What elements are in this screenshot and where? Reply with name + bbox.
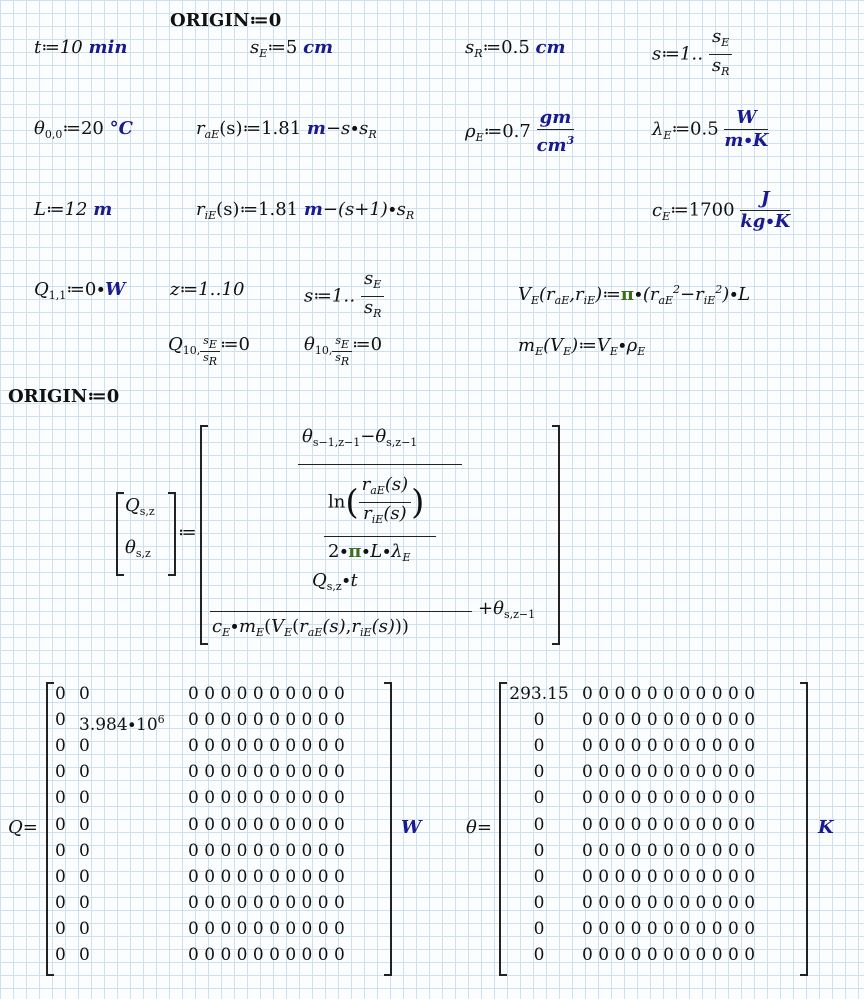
mE-name: m: [518, 335, 536, 356]
Q-cell-rest: 0 0 0 0 0 0 0 0 0 0: [188, 840, 345, 861]
theta-matrix-right-bracket: [800, 682, 808, 976]
cE-expression: ≔1700: [670, 199, 735, 221]
mE-definition: $m_E(V_E)≔V_E\cdot\rho_E$: [518, 335, 646, 358]
Q-cell-col1: 0: [79, 840, 90, 861]
Q-cell-col1: 0: [79, 762, 90, 783]
origin-statement-2: ORIGIN≔0: [8, 386, 120, 407]
s-range-2: s≔1‥ $\frac{s_E}{s_R}$: [304, 268, 384, 325]
L-expression: L≔12: [34, 199, 88, 220]
rhoE-unit-den: cm: [536, 135, 567, 156]
theta-cell-col0: 0: [533, 814, 545, 835]
cE-definition: $c_E≔1700$ $\frac{J}{kg\cdot K}$: [652, 188, 791, 232]
Q-matrix-unit: W: [401, 817, 422, 838]
riE-definition: $r_{iE}(s)≔1.81$ $m-(s+1)\cdot s_R$: [196, 199, 415, 222]
Q-cell-col0: 0: [55, 840, 66, 861]
theta-initial-unit: °C: [109, 118, 133, 139]
assign-operator: ≔: [178, 522, 197, 543]
Q-cell-exponent: 6: [157, 713, 165, 727]
Q11-unit: W: [105, 279, 126, 300]
capacity-denominator: $c_E\cdot m_E(V_E(r_{aE}(s),r_{iE}(s)))$: [212, 616, 409, 639]
Q-cell-col1: 0: [79, 866, 90, 887]
Q-cell-rest: 0 0 0 0 0 0 0 0 0 0: [188, 684, 345, 704]
Q-cell-col1: 0: [79, 684, 90, 704]
Q-cell-rest: 0 0 0 0 0 0 0 0 0 0: [188, 918, 345, 939]
sR-unit: cm: [535, 37, 566, 58]
formula-right-bracket: [552, 425, 560, 645]
Q-cell-rest: 0 0 0 0 0 0 0 0 0 0: [188, 945, 345, 965]
raE-definition: $r_{aE}(s)≔1.81$ $m-s\cdot s_R$: [196, 118, 377, 141]
temperature-fraction-line: [210, 611, 472, 612]
Q-cell-rest: 0 0 0 0 0 0 0 0 0 0: [188, 788, 345, 809]
lambdaE-expression: ≔0.5: [671, 118, 719, 140]
Q-cell-col1: 0: [79, 814, 90, 835]
theta-cell-col0: 0: [533, 710, 545, 731]
Q-matrix-right-bracket: [384, 682, 392, 976]
t-definition: [34, 37, 127, 59]
Q-cell-rest: 0 0 0 0 0 0 0 0 0 0: [188, 710, 345, 731]
lambdaE-unit-den: m∙K: [724, 130, 769, 151]
theta-cell-rest: 0 0 0 0 0 0 0 0 0 0 0: [582, 684, 756, 704]
t-expression: t≔10: [34, 37, 83, 58]
Q-cell-col0: 0: [55, 918, 66, 939]
Q-cell-col0: 0: [55, 814, 66, 835]
Q-cell-rest: 0 0 0 0 0 0 0 0 0 0: [188, 762, 345, 783]
s-range-2-expression: s≔1‥: [304, 285, 356, 307]
theta-cell-rest: 0 0 0 0 0 0 0 0 0 0 0: [582, 736, 756, 757]
resistance-denominator: $2\cdot\pi\cdot L\cdot\lambda_E$: [328, 541, 411, 564]
theta-cell-col0: 0: [533, 840, 545, 861]
Q-boundary-definition: $Q_{10, \frac{s_E}{s_R}}$ ≔0: [168, 333, 251, 368]
cE-unit-den: kg∙K: [740, 211, 791, 232]
theta-cell-rest: 0 0 0 0 0 0 0 0 0 0 0: [582, 866, 756, 887]
theta-cell-col0: 0: [533, 736, 545, 757]
theta-cell-rest: 0 0 0 0 0 0 0 0 0 0 0: [582, 814, 756, 835]
theta-cell-rest: 0 0 0 0 0 0 0 0 0 0 0: [582, 918, 756, 939]
L-definition: [34, 199, 112, 221]
sR-definition: $s_R≔0.5$ cm: [465, 37, 566, 60]
riE-expression: (s)≔1.81: [216, 199, 299, 220]
vector-right-bracket: [168, 492, 176, 576]
Q-cell-col0: 0: [55, 736, 66, 757]
theta-cell-col0: 0: [533, 866, 545, 887]
theta-boundary-definition: $\theta_{10, \frac{s_E}{s_R}}$ ≔0: [304, 333, 383, 368]
Q-cell-col0: 0: [55, 762, 66, 783]
Q-cell-col0: 0: [55, 710, 66, 731]
Q-cell-rest: 0 0 0 0 0 0 0 0 0 0: [188, 892, 345, 913]
vector-left-bracket: [116, 492, 124, 576]
temperature-difference: $\theta_{s-1,z-1}-\theta_{s,z-1}$: [302, 426, 418, 449]
rhoE-expression: ≔0.7: [483, 121, 531, 142]
z-range: [170, 279, 244, 301]
Q-cell-rest: 0 0 0 0 0 0 0 0 0 0: [188, 814, 345, 835]
Q-cell-col1: 0: [79, 892, 90, 913]
VE-name: V: [518, 284, 531, 305]
Q11-definition: $Q_{1,1}≔0\cdot W$: [34, 279, 126, 302]
origin-statement: ORIGIN≔0: [170, 10, 282, 31]
theta-cell-col0: 293.15: [509, 684, 569, 704]
theta-cell-rest: 0 0 0 0 0 0 0 0 0 0 0: [582, 945, 756, 965]
Q-cell-col0: 0: [55, 945, 66, 965]
raE-unit: m: [306, 118, 326, 139]
sE-definition: $s_E≔5$ cm: [250, 37, 334, 60]
theta-boundary-expression: ≔0: [352, 334, 383, 355]
theta-cell-rest: 0 0 0 0 0 0 0 0 0 0 0: [582, 788, 756, 809]
Q-matrix-left-bracket: [46, 682, 54, 976]
theta-cell-col0: 0: [533, 892, 545, 913]
Q-matrix-label: [8, 817, 38, 839]
s-range-1-expression: s≔1‥: [652, 43, 704, 65]
t-unit: min: [88, 37, 128, 58]
riE-tail: −(s+1)∙s: [322, 199, 406, 220]
theta-cell-col0: 0: [533, 918, 545, 939]
ln-radius-ratio: ln( $\frac{r_{aE}(s)}{r_{iE}(s)}$ ): [328, 474, 425, 526]
previous-temperature: $+\theta_{s,z-1}$: [478, 598, 536, 621]
Q-cell-rest: 0 0 0 0 0 0 0 0 0 0: [188, 866, 345, 887]
VE-definition: $V_E(r_{aE},r_{iE})≔\pi\cdot(r_{aE}^2-r_{iE}^2)\cdot L$: [518, 283, 751, 307]
Q-cell-col1: 0: [79, 736, 90, 757]
cE-unit-num: J: [740, 188, 790, 211]
theta-cell-rest: 0 0 0 0 0 0 0 0 0 0 0: [582, 710, 756, 731]
vector-Q: $Q_{s,z}$: [125, 495, 155, 518]
theta-label-text: θ=: [466, 817, 492, 838]
vector-theta: $\theta_{s,z}$: [125, 537, 151, 560]
Q-cell-col1: 0: [79, 945, 90, 965]
Q-cell-col1: $3.984\cdot 10^6$: [79, 713, 165, 736]
L-unit: m: [93, 199, 113, 220]
theta-matrix-unit: K: [818, 817, 834, 838]
lambdaE-unit-num: W: [724, 107, 768, 130]
Q-label-text: Q=: [8, 817, 38, 838]
raE-tail: −s∙s: [325, 118, 369, 139]
Q11-expression: ≔0∙: [66, 279, 106, 300]
s-range-1: s≔1‥ $\frac{s_E}{s_R}$: [652, 26, 732, 83]
Q-cell-col0: 0: [55, 866, 66, 887]
theta-cell-rest: 0 0 0 0 0 0 0 0 0 0 0: [582, 762, 756, 783]
main-fraction-line: [298, 464, 462, 465]
lambdaE-definition: $\lambda_E≔0.5$ $\frac{W}{m\cdot K}$: [652, 107, 769, 151]
z-range-expression: z≔1‥10: [170, 279, 245, 300]
theta-cell-col0: 0: [533, 788, 545, 809]
Q-cell-col1: 0: [79, 788, 90, 809]
formula-left-bracket: [200, 425, 208, 645]
heat-times-time: $Q_{s,z}\cdot t$: [312, 570, 358, 593]
theta-cell-rest: 0 0 0 0 0 0 0 0 0 0 0: [582, 892, 756, 913]
sE-expression: ≔5: [267, 37, 298, 58]
rhoE-unit-num: gm: [537, 107, 575, 130]
theta-initial-expression: ≔20: [62, 118, 104, 139]
theta-matrix-label: [466, 817, 492, 839]
theta-initial-definition: $\theta_{0,0}≔20$ °C: [34, 118, 133, 141]
Q-cell-col0: 0: [55, 788, 66, 809]
Q-cell-col0: 0: [55, 892, 66, 913]
sE-unit: cm: [303, 37, 334, 58]
theta-cell-col0: 0: [533, 762, 545, 783]
raE-expression: (s)≔1.81: [219, 118, 302, 139]
resistance-fraction-line: [324, 536, 436, 537]
Q-cell-col0: 0: [55, 684, 66, 704]
Q-cell-col1: 0: [79, 918, 90, 939]
Q-boundary-expression: ≔0: [219, 334, 251, 355]
theta-cell-col0: 0: [533, 945, 545, 965]
sR-expression: ≔0.5: [482, 37, 530, 58]
riE-unit: m: [303, 199, 323, 220]
theta-cell-rest: 0 0 0 0 0 0 0 0 0 0 0: [582, 840, 756, 861]
rhoE-definition: $\rho_E≔0.7$ $\frac{gm}{cm^3}$: [465, 107, 575, 156]
Q-cell-rest: 0 0 0 0 0 0 0 0 0 0: [188, 736, 345, 757]
